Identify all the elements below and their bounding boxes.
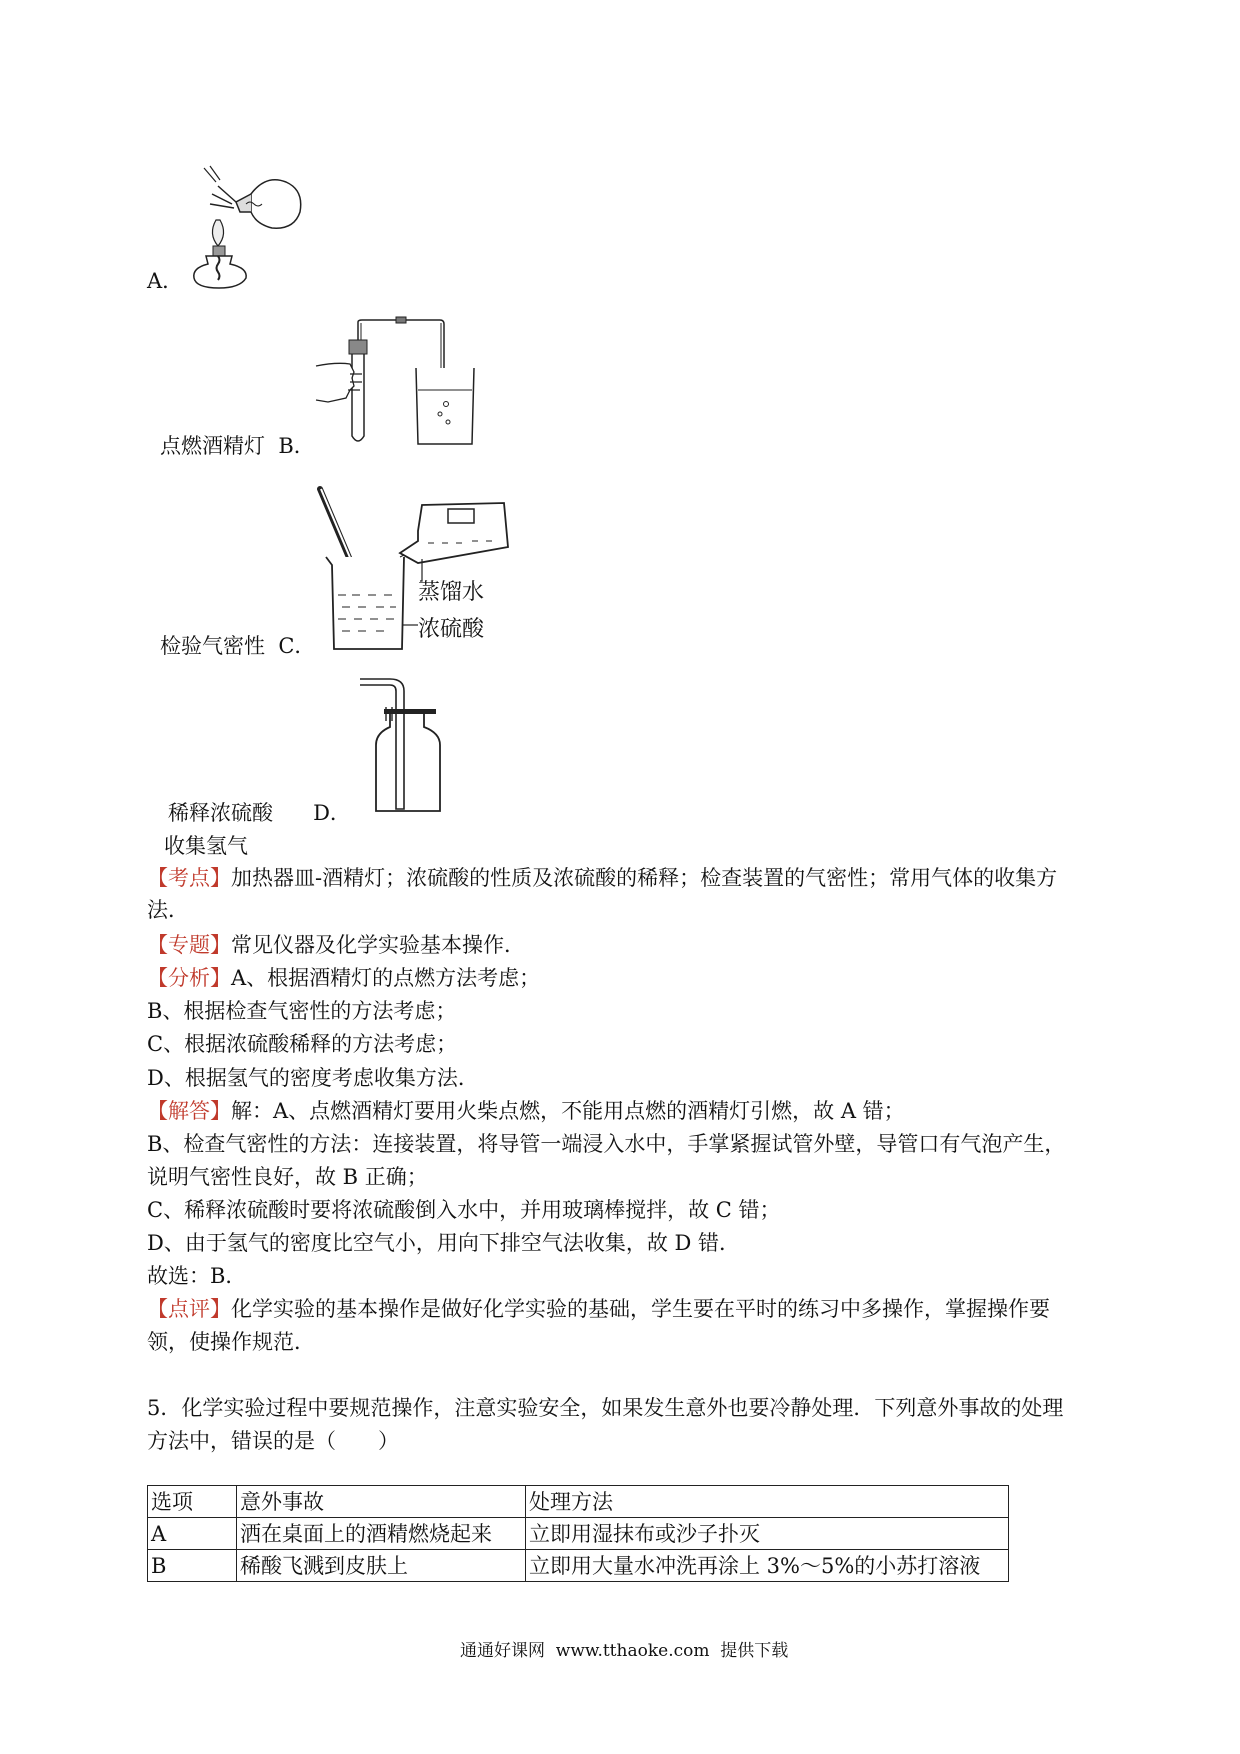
question5-line2: 方法中，错误的是（ ） [147, 1429, 399, 1453]
table-row [148, 1518, 1009, 1550]
table-cell: 稀酸飞溅到皮肤上 [237, 1550, 526, 1582]
jieda-line [147, 1095, 905, 1127]
fenxi-a: A、根据酒精灯的点燃方法考虑； [231, 966, 541, 990]
table-header-cell: 处理方法 [526, 1486, 1009, 1518]
kaodian-line1 [147, 862, 1057, 894]
option-c-row [160, 630, 315, 662]
dianping-line2: 领，使操作规范． [147, 1330, 315, 1354]
table-cell: 洒在桌面上的酒精燃烧起来 [237, 1518, 526, 1550]
table-header-row [148, 1486, 1009, 1518]
kaodian-text: 加热器皿-酒精灯；浓硫酸的性质及浓硫酸的稀释；检查装置的气密性；常用气体的收集方 [231, 866, 1058, 890]
option-a-letter: A． [147, 269, 184, 293]
table-header-cell: 选项 [148, 1486, 237, 1518]
option-d-letter: D． [313, 801, 351, 825]
table-cell: B [148, 1550, 237, 1582]
jieda-b1: B、检查气密性的方法：连接装置，将导管一端浸入水中，手掌紧握试管外壁，导管口有气泡产生， [147, 1132, 1066, 1156]
fenxi-line [147, 962, 540, 994]
page-footer: 通通好课网 www.tthaoke.com 提供下载 [460, 1641, 789, 1661]
figure-gas-collection [360, 683, 440, 813]
option-d-row [168, 797, 351, 829]
figure-airtightness-check [316, 318, 496, 448]
fenxi-b: B、根据检查气密性的方法考虑； [147, 999, 457, 1023]
label-conc-acid: 浓硫酸 [418, 617, 485, 642]
label-distilled-water: 蒸馏水 [418, 580, 485, 605]
option-b-letter: B． [278, 434, 315, 458]
table-header-cell: 意外事故 [237, 1486, 526, 1518]
dianping-tag: 【点评】 [147, 1297, 231, 1321]
zhuanti-tag: 【专题】 [147, 933, 231, 957]
jieda-c: C、稀释浓硫酸时要将浓硫酸倒入水中，并用玻璃棒搅拌，故 C 错； [147, 1198, 781, 1222]
table-cell: 立即用大量水冲洗再涂上 3%～5%的小苏打溶液 [526, 1550, 1009, 1582]
kaodian-line2: 法． [147, 898, 189, 922]
dianping-text: 化学实验的基本操作是做好化学实验的基础，学生要在平时的练习中多操作，掌握操作要 [231, 1297, 1050, 1321]
table-cell: A [148, 1518, 237, 1550]
table-row [148, 1550, 1009, 1582]
fenxi-c: C、根据浓硫酸稀释的方法考虑； [147, 1032, 458, 1056]
fenxi-tag: 【分析】 [147, 966, 231, 990]
kaodian-tag: 【考点】 [147, 866, 231, 890]
option-d-caption: 收集氢气 [164, 834, 248, 858]
dianping-line [147, 1293, 1050, 1325]
zhuanti-line [147, 929, 525, 961]
option-b-row [160, 430, 315, 462]
zhuanti-text: 常见仪器及化学实验基本操作． [231, 933, 525, 957]
jieda-a: 解：A、点燃酒精灯要用火柴点燃，不能用点燃的酒精灯引燃，故 A 错； [231, 1099, 905, 1123]
jieda-b2: 说明气密性良好，故 B 正确； [147, 1165, 428, 1189]
fenxi-d: D、根据氢气的密度考虑收集方法． [147, 1066, 479, 1090]
figure-lamp-lighting [196, 164, 311, 289]
option-b-caption: 检验气密性 [160, 634, 265, 658]
table-cell: 立即用湿抹布或沙子扑灭 [526, 1518, 1009, 1550]
option-c-letter: C． [278, 634, 316, 658]
jieda-tag: 【解答】 [147, 1099, 231, 1123]
question5-line1: 5．化学实验过程中要规范操作，注意实验安全，如果发生意外也要冷静处理．下列意外事故的处理 [147, 1396, 1064, 1420]
answer-line: 故选：B． [147, 1264, 247, 1288]
option-c-caption: 稀释浓硫酸 [168, 801, 273, 825]
accident-table [147, 1485, 1009, 1582]
jieda-d: D、由于氢气的密度比空气小，用向下排空气法收集，故 D 错． [147, 1231, 741, 1255]
option-a-caption: 点燃酒精灯 [160, 434, 265, 458]
